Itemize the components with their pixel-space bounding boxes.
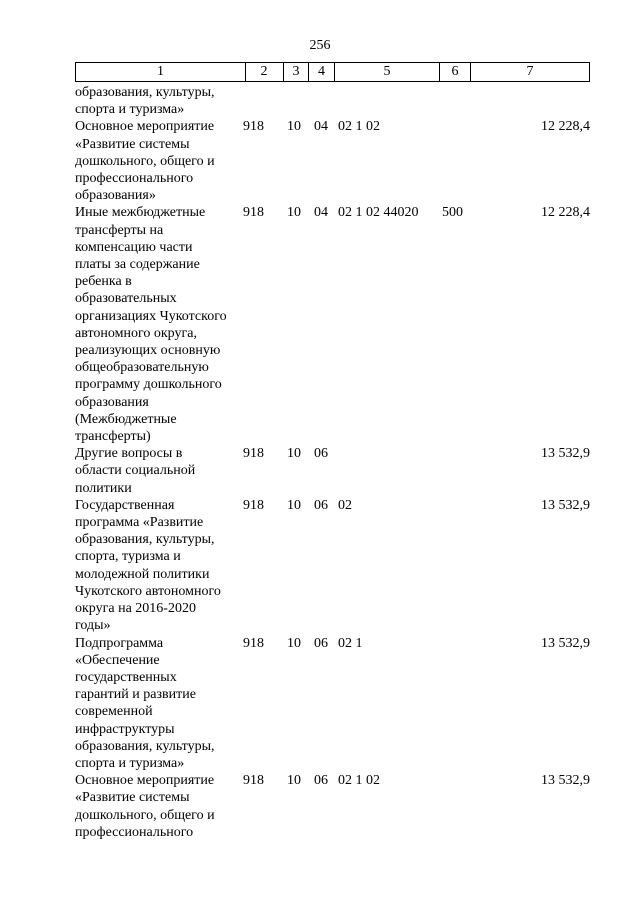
row-name-line: общеобразовательную xyxy=(75,360,209,376)
table-row xyxy=(0,204,640,445)
row-name xyxy=(75,204,245,445)
row-code-pr: 06 xyxy=(314,446,328,462)
row-name-line: Другие вопросы в xyxy=(75,446,183,462)
row-name-line: реализующих основную xyxy=(75,343,221,359)
row-name-line: образования xyxy=(75,394,149,410)
row-name-line: платы за содержание xyxy=(75,257,200,273)
row-name-line: образования, культуры, xyxy=(75,738,215,754)
row-name-line: Чукотского автономного xyxy=(75,583,221,599)
page-number: 256 xyxy=(309,38,331,53)
table-row xyxy=(0,84,640,118)
row-name xyxy=(75,445,245,497)
row-amount: 13 532,9 xyxy=(541,446,590,462)
row-code-rz: 10 xyxy=(287,446,301,462)
row-name-line: организациях Чукотского xyxy=(75,308,227,324)
row-name xyxy=(75,635,245,773)
header-col-1: 1 xyxy=(75,62,246,82)
header-col-7: 7 xyxy=(471,62,590,82)
row-name-line: «Обеспечение xyxy=(75,652,160,668)
row-name-line: политики xyxy=(75,480,132,496)
row-name-line: дошкольного, общего и xyxy=(75,807,215,823)
row-code-gr: 918 xyxy=(243,205,264,221)
row-name-line: образования, культуры, xyxy=(75,532,215,548)
row-name-line: спорта и туризма» xyxy=(75,755,185,771)
row-name xyxy=(75,497,245,635)
row-name-line: дошкольного, общего и xyxy=(75,153,215,169)
row-name-line: спорта и туризма» xyxy=(75,102,185,118)
row-name-line: трансферты) xyxy=(75,429,151,445)
table-row xyxy=(0,445,640,497)
row-name-line: профессионального xyxy=(75,824,194,840)
row-name-line: программа «Развитие xyxy=(75,515,204,531)
row-amount: 12 228,4 xyxy=(541,205,590,221)
row-name xyxy=(75,84,245,118)
row-name-line: Основное мероприятие xyxy=(75,773,215,789)
row-code-csr: 02 1 02 xyxy=(338,119,380,135)
row-name-line: Основное мероприятие xyxy=(75,119,215,135)
row-code-gr: 918 xyxy=(243,119,264,135)
row-code-vr: 500 xyxy=(442,205,463,221)
row-code-pr: 06 xyxy=(314,497,328,513)
row-code-gr: 918 xyxy=(243,635,264,651)
row-name-line: годы» xyxy=(75,618,111,634)
row-name-line: программу дошкольного xyxy=(75,377,222,393)
table-body xyxy=(0,84,640,841)
table-row xyxy=(0,635,640,773)
table-header xyxy=(75,62,590,81)
row-name-line: компенсацию части xyxy=(75,239,193,255)
row-name-line: гарантий и развитие xyxy=(75,687,196,703)
row-name-line: Иные межбюджетные xyxy=(75,205,206,221)
row-code-pr: 06 xyxy=(314,773,328,789)
header-col-3: 3 xyxy=(284,62,309,82)
table-row xyxy=(0,118,640,204)
row-name-line: «Развитие системы xyxy=(75,136,190,152)
row-name-line: Подпрограмма xyxy=(75,635,164,651)
header-col-2: 2 xyxy=(245,62,284,82)
header-col-6: 6 xyxy=(440,62,471,82)
row-name-line: округа на 2016-2020 xyxy=(75,601,196,617)
row-name-line: образования» xyxy=(75,188,156,204)
header-col-4: 4 xyxy=(309,62,335,82)
row-code-rz: 10 xyxy=(287,635,301,651)
row-code-gr: 918 xyxy=(243,497,264,513)
row-name-line: профессионального xyxy=(75,171,194,187)
row-amount: 12 228,4 xyxy=(541,119,590,135)
row-name-line: образовательных xyxy=(75,291,177,307)
row-code-pr: 06 xyxy=(314,635,328,651)
row-code-pr: 04 xyxy=(314,119,328,135)
row-code-csr: 02 xyxy=(338,497,352,513)
row-amount: 13 532,9 xyxy=(541,635,590,651)
row-name-line: трансферты на xyxy=(75,222,164,238)
row-code-rz: 10 xyxy=(287,205,301,221)
row-name xyxy=(75,118,245,204)
row-code-gr: 918 xyxy=(243,773,264,789)
table-row xyxy=(0,497,640,635)
row-name-line: государственных xyxy=(75,669,177,685)
row-name-line: ребенка в xyxy=(75,274,132,290)
row-name-line: молодежной политики xyxy=(75,566,210,582)
table-row xyxy=(0,772,640,841)
row-name xyxy=(75,772,245,841)
row-name-line: (Межбюджетные xyxy=(75,411,177,427)
row-name-line: образования, культуры, xyxy=(75,85,215,100)
row-code-gr: 918 xyxy=(243,446,264,462)
row-code-csr: 02 1 02 44020 xyxy=(338,205,419,221)
row-code-csr: 02 1 02 xyxy=(338,773,380,789)
row-amount: 13 532,9 xyxy=(541,497,590,513)
row-code-pr: 04 xyxy=(314,205,328,221)
row-amount: 13 532,9 xyxy=(541,773,590,789)
row-name-line: «Развитие системы xyxy=(75,790,190,806)
row-name-line: современной xyxy=(75,704,153,720)
row-code-rz: 10 xyxy=(287,119,301,135)
row-code-csr: 02 1 xyxy=(338,635,363,651)
row-name-line: инфраструктуры xyxy=(75,721,175,737)
row-name-line: области социальной xyxy=(75,463,196,479)
row-code-rz: 10 xyxy=(287,497,301,513)
row-code-rz: 10 xyxy=(287,773,301,789)
header-col-5: 5 xyxy=(335,62,440,82)
row-name-line: Государственная xyxy=(75,497,175,513)
row-name-line: спорта, туризма и xyxy=(75,549,181,565)
row-name-line: автономного округа, xyxy=(75,325,197,341)
